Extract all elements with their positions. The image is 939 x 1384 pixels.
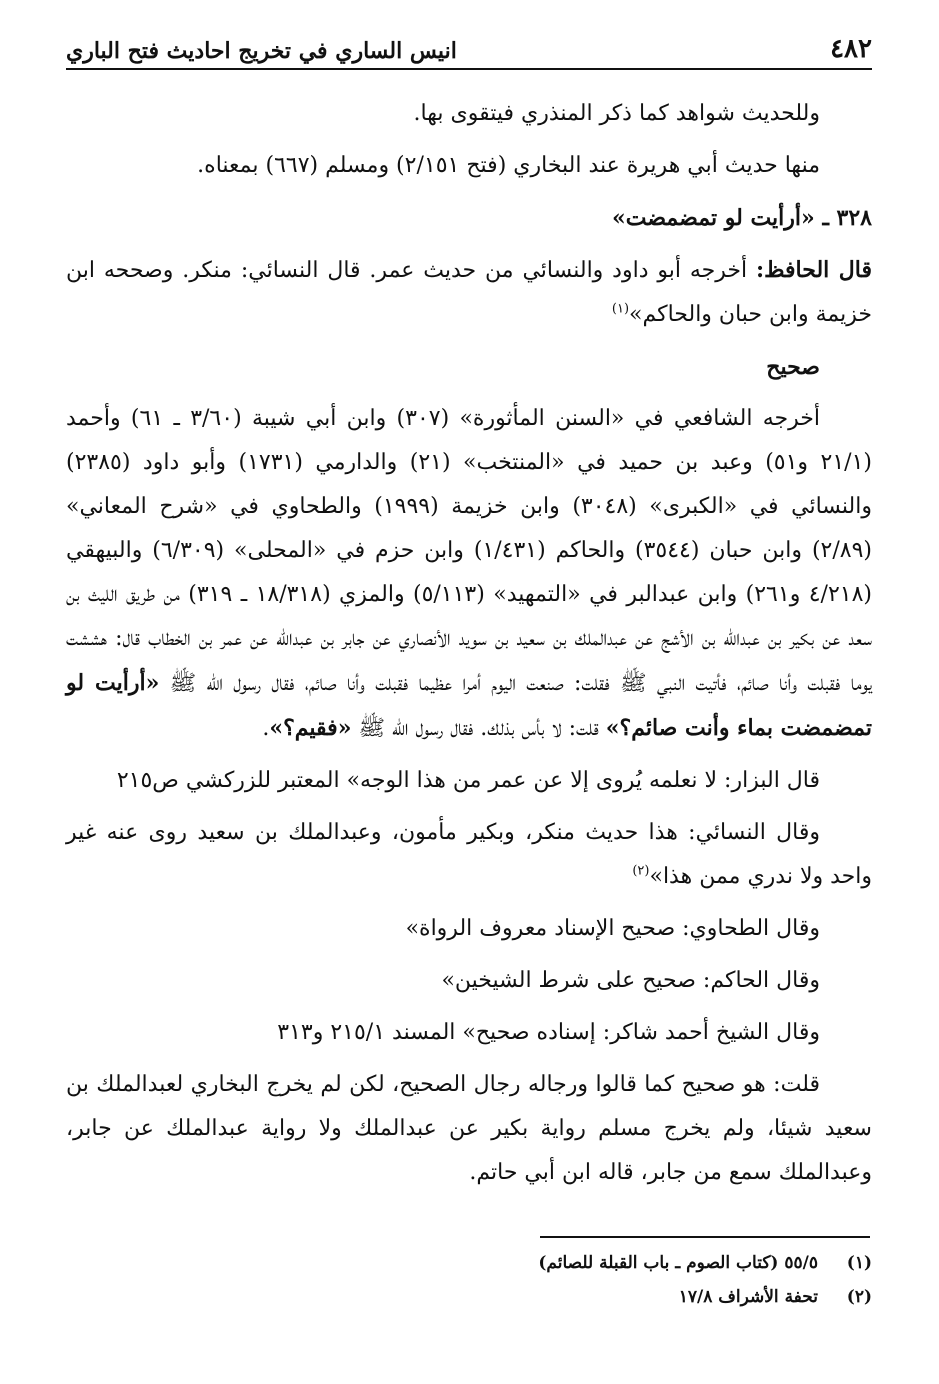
paragraph-tahawi: وقال الطحاوي: صحيح الإسناد معروف الرواة» [405, 916, 820, 941]
takhrij-end: . [262, 716, 270, 741]
footnote-ref-1: (١) [611, 301, 630, 317]
paragraph-shawahid: وللحديث شواهد كما ذكر المنذري فيتقوى بها. [413, 101, 820, 126]
grade-heading: صحيح [766, 354, 820, 380]
footnote-number: (٢) [846, 1287, 872, 1307]
book-title: انيس الساري في تخريج احاديث فتح الباري [66, 38, 457, 64]
nasai-text: وقال النسائي: هذا حديث منكر، وبكير مأمون، وعبدالملك بن سعيد روى عنه غير واحد ولا ندري ممن هذا» [66, 820, 872, 889]
footnote-item [66, 1246, 872, 1280]
matn-text-2: «فقيم؟» [269, 715, 352, 741]
matn-text: «أرأيت لو تمضمضت بماء وأنت صائم؟» [66, 670, 872, 741]
footnote-number: (١) [846, 1253, 872, 1273]
takhrij-text-2: قلت: لا بأس بذلك. فقال رسول الله ﷺ [358, 716, 599, 741]
paragraph-bazzar: قال البزار: لا نعلمه يُروى إلا عن عمر من هذا الوجه» المعتبر للزركشي ص٢١٥ [116, 768, 820, 793]
footnote-ref-2: (٢) [632, 863, 650, 879]
paragraph-takhrij [66, 397, 872, 751]
hafiz-text: أخرجه أبو داود والنسائي من حديث عمر. قال النسائي: منكر. وصححه ابن خزيمة وابن حبان والحاكم» [66, 258, 872, 327]
page-number: ٤٨٢ [830, 34, 872, 64]
paragraph-hakim: وقال الحاكم: صحيح على شرط الشيخين» [441, 968, 820, 993]
footnote-item [66, 1280, 872, 1314]
takhrij-text: أخرجه الشافعي في «السنن المأثورة» (٣٠٧) وابن أبي شيبة (٣/٦٠ ـ ٦١) وأحمد (٢١/١ و٥١) وعبد بن حميد في «المنتخب» (٢١) والدارمي (١٧٣١) وأبو داود (٢٣٨٥) والنسائي في «الكبرى» (٣٠٤٨) وابن خزيمة (١٩٩٩) والطحاوي في «شرح المعاني» (٢/٨٩) وابن حبان (٣٥٤٤) والحاكم (١/٤٣١) وابن حزم في «المحلى» (٦/٣٠٩) والبيهقي (٤/٢١٨ و٢٦١) وابن عبدالبر في «التمهيد» (٥/١١٣) والمزي (١٨/٣١٨ ـ ٣١٩) من طريق الليث بن سعد عن بكير بن عبدالله بن الأشج عن عبدالملك بن سعيد بن سويد الأنصاري عن جابر بن عبدالله عن عمر بن الخطاب قال: هششت يوما فقبلت وأنا صائم، فأتيت النبي ﷺ فقلت: صنعت اليوم أمرا عظيما فقبلت وأنا صائم، فقال رسول الله ﷺ [66, 406, 873, 696]
footnote-text: تحفة الأشراف ١٧/٨ [678, 1287, 818, 1307]
paragraph-nasai [66, 811, 872, 899]
hafiz-label: قال الحافظ: [756, 257, 873, 283]
footnote-divider [540, 1236, 870, 1238]
page-body [66, 92, 872, 1203]
footnote-text: ٥٥/٥ (كتاب الصوم ـ باب القبلة للصائم) [538, 1253, 818, 1273]
paragraph-hafiz [66, 248, 872, 337]
paragraph-qultu: قلت: هو صحيح كما قالوا ورجاله رجال الصحيح، لكن لم يخرج البخاري لعبدالملك بن سعيد شيئا، ولم يخرج مسلم رواية بكير عن عبدالملك ولا رواية عبدالملك عن جابر، وعبدالملك سمع من جابر، قاله ابن أبي حاتم. [66, 1072, 872, 1185]
footnotes [66, 1246, 872, 1314]
paragraph-abu-hurayra: منها حديث أبي هريرة عند البخاري (فتح ٢/١٥١) ومسلم (٦٦٧) بمعناه. [197, 153, 820, 178]
page-header [66, 30, 872, 70]
hadith-heading: ٣٢٨ ـ «أرأيت لو تمضمضت» [612, 205, 872, 231]
paragraph-shakir: وقال الشيخ أحمد شاكر: إسناده صحيح» المسند ٢١٥/١ و٣١٣ [277, 1020, 820, 1045]
